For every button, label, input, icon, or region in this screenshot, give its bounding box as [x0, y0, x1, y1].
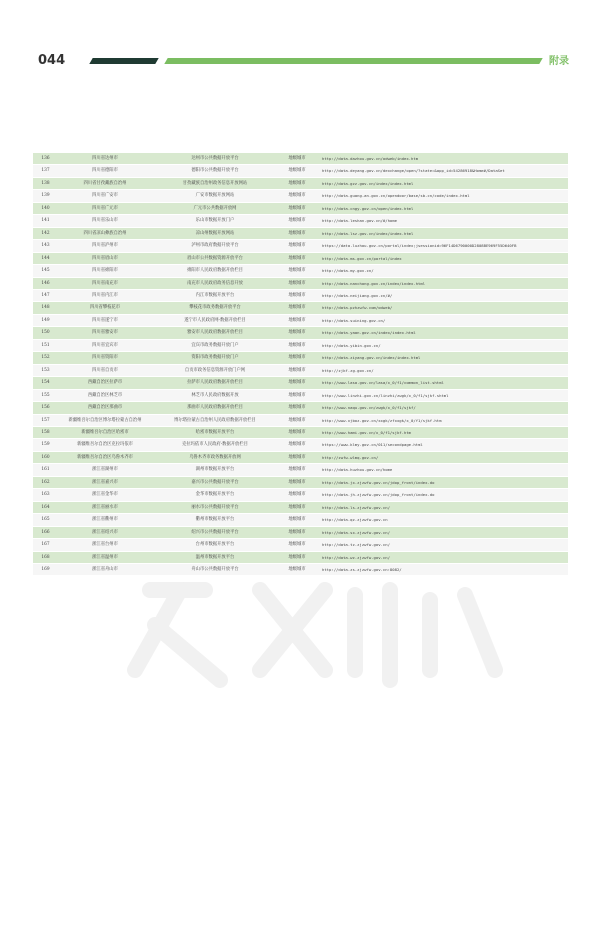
row-level: 地级城市 — [278, 190, 316, 202]
row-region: 四川省眉山市 — [58, 252, 152, 264]
row-number: 160 — [33, 451, 58, 463]
table-row — [33, 177, 568, 189]
table-row — [33, 314, 568, 326]
row-region: 四川省南充市 — [58, 277, 152, 289]
row-number: 143 — [33, 240, 58, 252]
row-number: 152 — [33, 352, 58, 364]
table-row — [33, 302, 568, 314]
row-level: 地级城市 — [278, 252, 316, 264]
row-level: 地级城市 — [278, 439, 316, 451]
row-number: 144 — [33, 252, 58, 264]
row-number: 150 — [33, 327, 58, 339]
table-row — [33, 501, 568, 513]
row-region: 四川省泸州市 — [58, 240, 152, 252]
row-url[interactable]: http://data.cngy.gov.cn/open/index.html — [316, 202, 568, 214]
row-number: 164 — [33, 501, 58, 513]
table-row — [33, 339, 568, 351]
row-region: 四川省雅安市 — [58, 327, 152, 339]
row-level: 地级城市 — [278, 265, 316, 277]
row-level: 地级城市 — [278, 551, 316, 563]
row-platform-name: 宜宾市政务数据开放门户 — [152, 339, 278, 351]
row-number: 142 — [33, 227, 58, 239]
row-number: 159 — [33, 439, 58, 451]
row-number: 163 — [33, 489, 58, 501]
row-platform-name: 绵阳市人民政府数据开放栏目 — [152, 265, 278, 277]
table-row — [33, 402, 568, 414]
table-row — [33, 352, 568, 364]
row-number: 145 — [33, 265, 58, 277]
table-body — [33, 153, 568, 576]
row-url[interactable]: http://data.yibin.gov.cn/ — [316, 339, 568, 351]
row-url[interactable]: http://data.neijiang.gov.cn/#/ — [316, 289, 568, 301]
row-level: 地级城市 — [278, 302, 316, 314]
data-table — [33, 153, 568, 576]
row-url[interactable]: http://www.linzhi.gov.cn/linzhi/zwgk/x_0/f1/sjkf.shtml — [316, 389, 568, 401]
table-row — [33, 327, 568, 339]
row-platform-name: 眉山市公共数据资源开放平台 — [152, 252, 278, 264]
row-level: 地级城市 — [278, 414, 316, 426]
row-region: 浙江省舟山市 — [58, 563, 152, 575]
table-row — [33, 364, 568, 376]
row-level: 地级城市 — [278, 202, 316, 214]
row-url[interactable]: http://data.guang-an.gov.cn/opendoor/base/sb-cn/code/index.html — [316, 190, 568, 202]
row-platform-name: 内江市数据开放平台 — [152, 289, 278, 301]
row-platform-name: 那曲市人民政府数据开放栏目 — [152, 402, 278, 414]
row-level: 地级城市 — [278, 165, 316, 177]
row-platform-name: 哈密市数据开放平台 — [152, 426, 278, 438]
row-platform-name: 舟山市公共数据开放平台 — [152, 563, 278, 575]
row-region: 四川省达州市 — [58, 153, 152, 165]
row-level: 地级城市 — [278, 215, 316, 227]
row-platform-name: 广安市数据开放网站 — [152, 190, 278, 202]
row-platform-name: 温州市数据开放平台 — [152, 551, 278, 563]
table-row — [33, 464, 568, 476]
row-url[interactable]: http://data.suining.gov.cn/ — [316, 314, 568, 326]
row-level: 地级城市 — [278, 514, 316, 526]
row-level: 地级城市 — [278, 526, 316, 538]
row-number: 158 — [33, 426, 58, 438]
table-row — [33, 165, 568, 177]
row-number: 161 — [33, 464, 58, 476]
row-region: 新疆维吾尔自治区哈密市 — [58, 426, 152, 438]
row-url[interactable]: http://data.tz.zjzwfw.gov.cn/ — [316, 539, 568, 551]
row-platform-name: 湖州市数据开放平台 — [152, 464, 278, 476]
row-region: 四川省乐山市 — [58, 215, 152, 227]
row-platform-name: 台州市数据开放平台 — [152, 539, 278, 551]
table-row — [33, 277, 568, 289]
row-platform-name: 乌鲁木齐市政务数据开放网 — [152, 451, 278, 463]
table-row — [33, 489, 568, 501]
row-level: 地级城市 — [278, 352, 316, 364]
row-region: 西藏自治区那曲市 — [58, 402, 152, 414]
table-row — [33, 514, 568, 526]
row-platform-name: 乐山市数据开放门户 — [152, 215, 278, 227]
row-level: 地级城市 — [278, 389, 316, 401]
row-region: 四川省遂宁市 — [58, 314, 152, 326]
row-region: 浙江省衢州市 — [58, 514, 152, 526]
row-number: 169 — [33, 563, 58, 575]
row-region: 四川省广元市 — [58, 202, 152, 214]
row-url[interactable]: http://zjkf.zg.gov.cn/ — [316, 364, 568, 376]
table-row — [33, 202, 568, 214]
row-number: 141 — [33, 215, 58, 227]
row-region: 四川省自贡市 — [58, 364, 152, 376]
row-url[interactable]: https://data.luzhou.gov.cn/portal/index;jsessionid=96F14D6790000D2808BE969F55D640FB — [316, 240, 568, 252]
row-url[interactable]: http://data.jx.zjzwfw.gov.cn/jdop_front/index.do — [316, 476, 568, 488]
row-url[interactable]: http://data.sx.zjzwfw.gov.cn/ — [316, 526, 568, 538]
table-row — [33, 439, 568, 451]
row-platform-name: 资阳市政务数据开放门户 — [152, 352, 278, 364]
row-url[interactable]: http://www.xjboz.gov.cn/xxgk/zfxxgk/x_0/f1/sjkf.htm — [316, 414, 568, 426]
table-row — [33, 377, 568, 389]
row-number: 154 — [33, 377, 58, 389]
table-row — [33, 451, 568, 463]
table-row — [33, 526, 568, 538]
row-platform-name: 林芝市人民政府数据开放 — [152, 389, 278, 401]
row-number: 166 — [33, 526, 58, 538]
row-url[interactable]: http://data.dazhou.gov.cn/odweb/index.htm — [316, 153, 568, 165]
row-url[interactable]: http://data.ziyang.gov.cn/index/index.html — [316, 352, 568, 364]
row-number: 156 — [33, 402, 58, 414]
row-number: 139 — [33, 190, 58, 202]
row-platform-name: 凉山州数据开放网站 — [152, 227, 278, 239]
row-region: 新疆维吾尔自治区克拉玛依市 — [58, 439, 152, 451]
row-level: 地级城市 — [278, 426, 316, 438]
row-region: 浙江省温州市 — [58, 551, 152, 563]
row-platform-name: 南充市人民政府政务信息开放 — [152, 277, 278, 289]
row-platform-name: 丽水市公共数据开放平台 — [152, 501, 278, 513]
row-url[interactable]: http://data.my.gov.cn/ — [316, 265, 568, 277]
row-number: 138 — [33, 177, 58, 189]
table-row — [33, 227, 568, 239]
row-url[interactable]: http://www.hami.gov.cn/x_0/f1/sjkf.htm — [316, 426, 568, 438]
row-region: 新疆维吾尔自治区博尔塔拉蒙古自治州 — [58, 414, 152, 426]
row-level: 地级城市 — [278, 402, 316, 414]
row-url[interactable]: http://data.nanchong.gov.cn/index/index.html — [316, 277, 568, 289]
row-region: 四川省内江市 — [58, 289, 152, 301]
row-url[interactable]: http://www.lasa.gov.cn/lasa/x_0/f1/common_list.shtml — [316, 377, 568, 389]
row-url[interactable]: http://data.jh.zjzwfw.gov.cn/jdop_front/index.do — [316, 489, 568, 501]
row-number: 167 — [33, 539, 58, 551]
row-url[interactable]: http://data.gzz.gov.cn/index/index.html — [316, 177, 568, 189]
row-platform-name: 攀枝花市政务数据开放平台 — [152, 302, 278, 314]
row-region: 四川省绵阳市 — [58, 265, 152, 277]
row-platform-name: 金华市数据开放平台 — [152, 489, 278, 501]
row-level: 地级城市 — [278, 240, 316, 252]
row-region: 四川省攀枝花市 — [58, 302, 152, 314]
row-url[interactable]: http://data.leshan.gov.cn/#/home — [316, 215, 568, 227]
row-platform-name: 嘉兴市公共数据开放平台 — [152, 476, 278, 488]
row-level: 地级城市 — [278, 489, 316, 501]
table-row — [33, 190, 568, 202]
row-url[interactable]: http://data.wz.zjzwfw.gov.cn/ — [316, 551, 568, 563]
table-row — [33, 252, 568, 264]
row-number: 140 — [33, 202, 58, 214]
row-number: 151 — [33, 339, 58, 351]
row-url[interactable]: http://data.qz.zjzwfw.gov.cn — [316, 514, 568, 526]
row-region: 四川省甘孜藏族自治州 — [58, 177, 152, 189]
table-row — [33, 476, 568, 488]
row-level: 地级城市 — [278, 153, 316, 165]
row-platform-name: 广元市公共数据开放网 — [152, 202, 278, 214]
row-number: 157 — [33, 414, 58, 426]
row-level: 地级城市 — [278, 277, 316, 289]
row-level: 地级城市 — [278, 501, 316, 513]
table-row — [33, 215, 568, 227]
row-region: 四川省资阳市 — [58, 352, 152, 364]
row-level: 地级城市 — [278, 177, 316, 189]
table-row — [33, 153, 568, 165]
row-url[interactable]: http://www.naqu.gov.cn/zwgk/x_0/f1/sjkf/ — [316, 402, 568, 414]
row-level: 地级城市 — [278, 227, 316, 239]
row-url[interactable]: http://data.yaan.gov.cn/index/index.html — [316, 327, 568, 339]
row-region: 浙江省台州市 — [58, 539, 152, 551]
logo-watermark-icon — [110, 570, 510, 700]
row-number: 153 — [33, 364, 58, 376]
row-region: 浙江省嘉兴市 — [58, 476, 152, 488]
row-platform-name: 雅安市人民政府数据开放栏目 — [152, 327, 278, 339]
row-url[interactable]: http://data.zs.zjzwfw.gov.cn:8082/ — [316, 563, 568, 575]
row-region: 四川省广安市 — [58, 190, 152, 202]
row-url[interactable]: http://data.lsz.gov.cn/index/index.html — [316, 227, 568, 239]
row-region: 浙江省金华市 — [58, 489, 152, 501]
row-level: 地级城市 — [278, 289, 316, 301]
row-number: 148 — [33, 302, 58, 314]
row-region: 四川省德阳市 — [58, 165, 152, 177]
header-green-bar — [164, 58, 542, 64]
row-number: 136 — [33, 153, 58, 165]
row-platform-name: 泸州市政府数据开放平台 — [152, 240, 278, 252]
row-region: 四川省宜宾市 — [58, 339, 152, 351]
table-row — [33, 539, 568, 551]
table-row — [33, 426, 568, 438]
row-url[interactable]: http://zwfw.wlmq.gov.cn/ — [316, 451, 568, 463]
row-region: 浙江省丽水市 — [58, 501, 152, 513]
table-row — [33, 414, 568, 426]
row-level: 地级城市 — [278, 314, 316, 326]
row-level: 地级城市 — [278, 377, 316, 389]
table-row — [33, 240, 568, 252]
row-level: 地级城市 — [278, 364, 316, 376]
row-platform-name: 德阳市公共数据开放平台 — [152, 165, 278, 177]
row-region: 四川省凉山彝族自治州 — [58, 227, 152, 239]
row-region: 新疆维吾尔自治区乌鲁木齐市 — [58, 451, 152, 463]
row-number: 162 — [33, 476, 58, 488]
row-level: 地级城市 — [278, 451, 316, 463]
row-region: 浙江省绍兴市 — [58, 526, 152, 538]
row-level: 地级城市 — [278, 563, 316, 575]
row-platform-name: 达州市公共数据开放平台 — [152, 153, 278, 165]
row-number: 168 — [33, 551, 58, 563]
table-row — [33, 265, 568, 277]
row-number: 149 — [33, 314, 58, 326]
row-platform-name: 遂宁市人民政府网-数据开放栏目 — [152, 314, 278, 326]
row-url[interactable]: http://data.ls.zjzwfw.gov.cn/ — [316, 501, 568, 513]
page-number: 044 — [38, 53, 66, 68]
row-url[interactable]: http://data.huzhou.gov.cn/home — [316, 464, 568, 476]
row-platform-name: 自贡市政务信息资源开放门户网 — [152, 364, 278, 376]
row-number: 137 — [33, 165, 58, 177]
table-row — [33, 289, 568, 301]
row-region: 西藏自治区林芝市 — [58, 389, 152, 401]
row-number: 147 — [33, 289, 58, 301]
row-platform-name: 甘孜藏族自治州政务信息开放网站 — [152, 177, 278, 189]
row-platform-name: 拉萨市人民政府数据开放栏目 — [152, 377, 278, 389]
row-platform-name: 博尔塔拉蒙古自治州人民政府数据开放栏目 — [152, 414, 278, 426]
row-number: 146 — [33, 277, 58, 289]
row-platform-name: 绍兴市公共数据开放平台 — [152, 526, 278, 538]
row-platform-name: 衢州市数据开放平台 — [152, 514, 278, 526]
row-url[interactable]: https://www.klmy.gov.cn/011/secondpage.html — [316, 439, 568, 451]
header-dark-bar — [89, 58, 158, 64]
table-row — [33, 551, 568, 563]
row-level: 地级城市 — [278, 339, 316, 351]
row-level: 地级城市 — [278, 539, 316, 551]
row-region: 浙江省湖州市 — [58, 464, 152, 476]
row-level: 地级城市 — [278, 327, 316, 339]
row-url[interactable]: http://data.ms.gov.cn/portal/index — [316, 252, 568, 264]
row-level: 地级城市 — [278, 476, 316, 488]
row-url[interactable]: http://data.pzhzwfw.com/odweb/ — [316, 302, 568, 314]
row-number: 155 — [33, 389, 58, 401]
table-row — [33, 389, 568, 401]
row-region: 西藏自治区拉萨市 — [58, 377, 152, 389]
section-label: 附录 — [549, 56, 569, 67]
row-level: 地级城市 — [278, 464, 316, 476]
row-number: 165 — [33, 514, 58, 526]
row-url[interactable]: http://data.deyang.gov.cn/dexchange/open/?state=&app_id=54286918&Home#/DataSet — [316, 165, 568, 177]
row-platform-name: 克拉玛依市人民政府-数据开放栏目 — [152, 439, 278, 451]
